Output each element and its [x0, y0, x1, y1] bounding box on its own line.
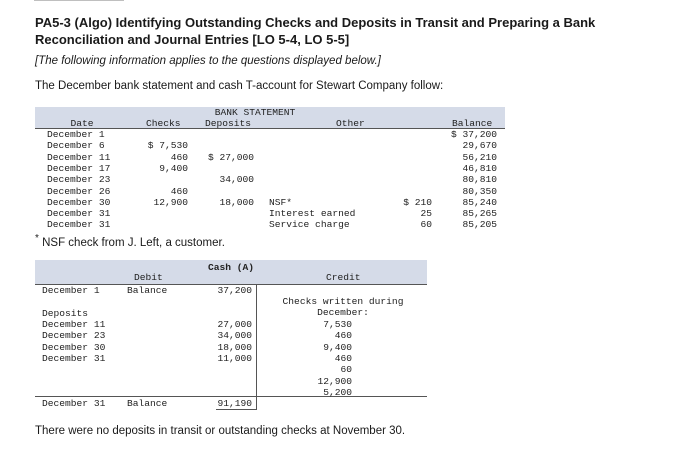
deposits-title: Deposits — [42, 308, 89, 319]
row-date: December 31 — [47, 219, 111, 231]
opening-amount: 37,200 — [217, 285, 252, 296]
t-account-divider-bottom — [256, 396, 257, 410]
deposit-amount: 34,000 — [217, 330, 252, 342]
col-checks: Checks — [146, 118, 181, 129]
row-balance: 85,205 — [462, 219, 497, 231]
deposit-amount: 27,000 — [217, 319, 252, 330]
closing-label: Balance — [127, 398, 168, 409]
row-balance: 29,670 — [462, 140, 497, 152]
t-account-divider — [256, 284, 257, 396]
row-other-label: NSF* — [269, 196, 293, 208]
row-checks: 9,400 — [159, 162, 188, 174]
row-checks: 460 — [170, 151, 188, 163]
col-date: Date — [70, 118, 94, 129]
row-balance: 80,810 — [462, 174, 497, 186]
deposit-date: December 11 — [42, 319, 106, 330]
row-deposits: 18,000 — [219, 196, 254, 208]
row-deposits: $ 27,000 — [207, 151, 254, 163]
row-date: December 1 — [47, 129, 105, 140]
t-account-bottom-rule — [35, 396, 427, 397]
row-date: December 31 — [47, 208, 111, 220]
row-date: December 17 — [47, 162, 111, 174]
t-account-title: Cash (A) — [207, 262, 255, 273]
closing-note: There were no deposits in transit or outstanding checks at November 30. — [35, 425, 406, 437]
row-balance: 85,240 — [462, 196, 497, 208]
deposit-amount: 18,000 — [217, 341, 252, 353]
row-date: December 6 — [47, 140, 105, 152]
credit-title-2: December: — [317, 307, 369, 318]
row-balance: 85,265 — [462, 208, 497, 220]
row-balance: 46,810 — [462, 162, 497, 174]
info-note: [The following information applies to the questions displayed below.] — [35, 55, 381, 67]
opening-label: Balance — [127, 285, 168, 296]
closing-amount: 91,190 — [217, 398, 252, 409]
check-amount: 12,900 — [317, 375, 352, 387]
row-other-label: Service charge — [269, 219, 350, 231]
check-amount: 60 — [340, 364, 352, 376]
col-balance: Balance — [452, 118, 493, 129]
deposit-date: December 30 — [42, 341, 106, 353]
row-date: December 23 — [47, 174, 111, 186]
row-date: December 26 — [47, 185, 111, 197]
check-amount: 7,530 — [323, 319, 352, 330]
deposit-amount: 11,000 — [217, 352, 252, 364]
t-credit-header: Credit — [326, 272, 361, 283]
closing-date: December 31 — [42, 398, 106, 409]
row-balance: $ 37,200 — [450, 129, 497, 140]
col-deposits: Deposits — [205, 118, 252, 129]
nsf-footnote — [35, 233, 225, 249]
row-other-amount: 60 — [420, 219, 432, 231]
deposit-date: December 23 — [42, 330, 106, 342]
intro-text: The December bank statement and cash T-account for Stewart Company follow: — [35, 80, 444, 92]
row-other-amount: $ 210 — [403, 196, 432, 208]
t-debit-header: Debit — [134, 272, 163, 283]
row-date: December 11 — [47, 151, 111, 163]
deposit-date: December 31 — [42, 352, 106, 364]
row-other-amount: 25 — [420, 208, 432, 220]
col-other: Other — [336, 118, 365, 129]
row-checks: 12,900 — [153, 196, 188, 208]
check-amount: 5,200 — [323, 386, 352, 398]
footnote-text: NSF check from J. Left, a customer. — [38, 236, 225, 249]
check-amount: 460 — [334, 330, 352, 342]
footnote-mark: * — [35, 233, 39, 244]
top-divider — [34, 0, 124, 1]
check-amount: 9,400 — [323, 341, 352, 353]
bank-statement-title: BANK STATEMENT — [214, 107, 296, 118]
credit-title-1: Checks written during — [282, 296, 404, 307]
row-deposits: 34,000 — [219, 174, 254, 186]
row-other-label: Interest earned — [269, 208, 356, 220]
problem-title: PA5-3 (Algo) Identifying Outstanding Checks and Deposits in Transit and Preparing a Bank Reconciliation and Journal Entries [LO 5-4, LO 5-5] — [35, 15, 596, 47]
row-checks: 460 — [170, 185, 188, 197]
row-date: December 30 — [47, 196, 111, 208]
row-balance: 56,210 — [462, 151, 497, 163]
row-balance: 80,350 — [462, 185, 497, 197]
row-checks: $ 7,530 — [147, 140, 188, 152]
check-amount: 460 — [334, 352, 352, 364]
opening-date: December 1 — [42, 285, 100, 296]
